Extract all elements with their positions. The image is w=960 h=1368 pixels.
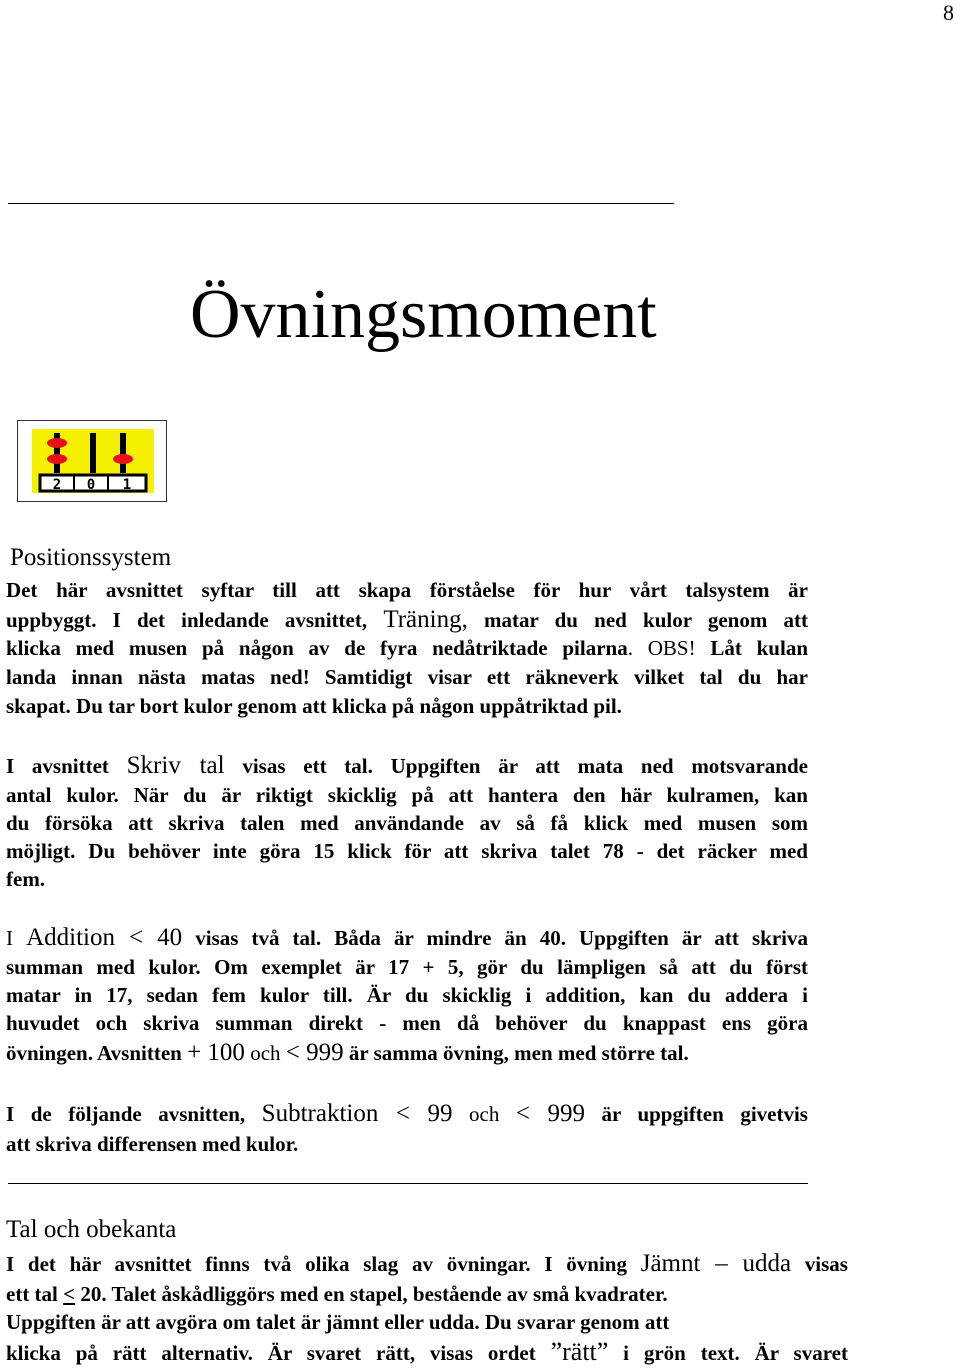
text-run: Subtraktion < 99: [261, 1100, 453, 1127]
text-run: skapat. Du tar bort kulor genom att klicka på någon uppåtriktad pil.: [6, 694, 622, 718]
text-run: < 999: [515, 1100, 585, 1127]
page-number: 8: [943, 0, 954, 25]
text-run: < 999: [285, 1039, 344, 1066]
text-run: Jämnt – udda: [640, 1250, 792, 1277]
text-run: Addition < 40: [26, 924, 183, 951]
text-run: matar in 17, sedan fem kulor till. Är du skicklig i addition, kan du addera i: [6, 983, 808, 1007]
text-run: möjligt. Du behöver inte göra 15 klick för att skriva talet 78 - det räcker med: [6, 839, 808, 863]
paragraph-line: [6, 606, 808, 634]
paragraph-line: [6, 1039, 808, 1067]
paragraph-line: [6, 1280, 848, 1308]
text-run: och: [452, 1102, 516, 1126]
paragraph-line: [6, 1250, 848, 1278]
text-run: Det här avsnittet syftar till att skapa förståelse för hur vårt talsystem är: [6, 578, 808, 602]
paragraph-line: [6, 634, 808, 662]
text-run: Skriv tal: [126, 752, 225, 779]
paragraph-line: [6, 1100, 808, 1128]
abacus-rod-2: [90, 433, 96, 473]
text-run: visas: [791, 1252, 848, 1276]
text-run: summan med kulor. Om exemplet är 17 + 5, gör du lämpligen så att du först: [6, 955, 808, 979]
top-rule: [8, 203, 674, 204]
paragraph-line: [6, 809, 808, 837]
paragraph-line: [6, 981, 808, 1009]
text-run: I det här avsnittet finns två olika slag av övningar. I övning: [6, 1252, 641, 1276]
section-divider: [8, 1183, 808, 1184]
text-run: <: [63, 1282, 76, 1306]
paragraph-line: [6, 924, 808, 952]
paragraph-line: [6, 781, 808, 809]
paragraph-line: [6, 1009, 808, 1037]
paragraph-line: [6, 576, 808, 604]
text-run: fem.: [6, 867, 46, 891]
text-run: att skriva differensen med kulor.: [6, 1132, 299, 1156]
text-run: . OBS!: [627, 636, 711, 660]
text-run: övningen. Avsnitten: [6, 1041, 188, 1065]
paragraph-line: [6, 663, 808, 691]
text-run: Uppgiften är att avgöra om talet är jämnt eller udda. Du svarar genom att: [6, 1310, 670, 1334]
paragraph-line: [6, 1130, 808, 1158]
paragraph-line: [6, 752, 808, 780]
text-run: antal kulor. När du är riktigt skicklig på att hantera den här kulramen, kan: [6, 783, 808, 807]
text-run: Träning,: [383, 606, 468, 633]
paragraph-line: [6, 1338, 848, 1367]
text-run: du försöka att skriva talen med användande av så få klick med musen som: [6, 811, 808, 835]
paragraph-line: [6, 865, 808, 893]
text-run: visas ett tal. Uppgiften är att mata ned motsvarande: [224, 754, 808, 778]
text-run: visas två tal. Båda är mindre än 40. Uppgiften är att skriva: [182, 926, 808, 950]
text-run: är samma övning, men med större tal.: [343, 1041, 689, 1065]
text-run: ett tal: [6, 1282, 64, 1306]
text-run: 20. Talet åskådliggörs med en stapel, bestående av små kvadrater.: [75, 1282, 668, 1306]
abacus-icon: [32, 429, 172, 493]
text-run: landa innan nästa matas ned! Samtidigt visar ett räkneverk vilket tal du har: [6, 665, 808, 689]
paragraph-line: [6, 692, 808, 720]
text-run: uppbyggt. I det inledande avsnittet,: [6, 608, 384, 632]
paragraph-line: [6, 1308, 848, 1336]
text-run: Låt kulan: [710, 636, 808, 660]
text-run: i grön text. Är svaret: [608, 1341, 848, 1365]
abacus-logo: [17, 420, 167, 502]
text-run: och: [244, 1041, 286, 1065]
text-run: huvudet och skriva summan direkt - men då behöver du knappast ens göra: [6, 1011, 808, 1035]
text-run: + 100: [187, 1039, 245, 1066]
counter-digit: 2: [52, 477, 62, 493]
page-title: Övningsmoment: [190, 276, 657, 353]
text-run: I avsnittet: [6, 754, 127, 778]
text-run: klicka på rätt alternativ. Är svaret rätt, visas ordet: [6, 1341, 551, 1365]
text-run: I de följande avsnitten,: [6, 1102, 262, 1126]
abacus-bead: [113, 454, 133, 464]
counter-digit: 1: [122, 477, 132, 493]
text-run: klicka med musen på någon av de fyra nedåtriktade pilarna: [6, 636, 628, 660]
paragraph-line: [6, 837, 808, 865]
text-run: matar du ned kulor genom att: [467, 608, 808, 632]
text-run: ”rätt”: [550, 1337, 609, 1366]
section-heading-tal-och-obekanta: Tal och obekanta: [6, 1216, 177, 1243]
abacus-bead: [47, 454, 67, 464]
section-heading-positionssystem: Positionssystem: [10, 544, 172, 571]
text-run: I: [6, 926, 27, 950]
paragraph-line: [6, 953, 808, 981]
text-run: är uppgiften givetvis: [584, 1102, 808, 1126]
abacus-rod-3: [120, 433, 126, 473]
abacus-bead: [47, 438, 67, 448]
counter-digit: 0: [86, 477, 96, 493]
